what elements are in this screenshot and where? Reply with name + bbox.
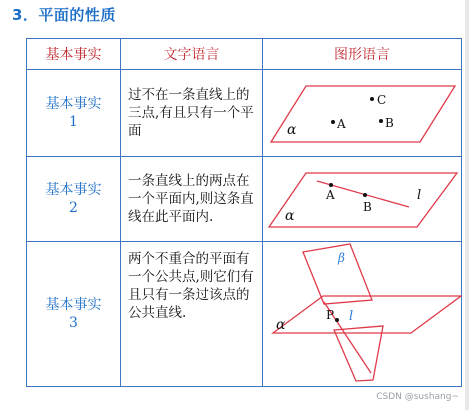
watermark: CSDN @sushang~ <box>376 392 459 402</box>
table-header-row <box>27 39 462 70</box>
point-p <box>335 318 339 322</box>
plane-beta-label: β <box>338 251 345 265</box>
point-b <box>363 193 367 197</box>
point-a-label: A <box>326 188 335 202</box>
statement-text: 过不在一条直线上的三点,有且只有一个平面 <box>121 70 263 157</box>
row-label-text: 基本事实 <box>45 96 102 112</box>
figure-cell <box>263 242 462 387</box>
row-label-text: 基本事实 <box>45 297 102 313</box>
plane-line-figure <box>263 157 462 241</box>
header-figure-language: 图形语言 <box>263 39 462 70</box>
point-c <box>370 97 374 101</box>
plane-properties-table <box>26 38 462 387</box>
point-p-label: P <box>326 308 335 322</box>
statement-text: 一条直线上的两点在一个平面内,则这条直线在此平面内. <box>121 157 263 242</box>
row-label <box>27 70 121 157</box>
figure-cell <box>263 157 462 242</box>
line-l-label: l <box>349 309 354 324</box>
plane-alpha-label: α <box>276 317 286 333</box>
table-row <box>27 70 462 157</box>
plane-alpha-label: α <box>285 208 295 224</box>
row-label-number: 3 <box>69 315 78 331</box>
point-c-label: C <box>377 93 387 107</box>
plane-alpha-label: α <box>287 122 297 138</box>
row-label-number: 1 <box>69 114 78 130</box>
statement-text: 两个不重合的平面有一个公共点,则它们有且只有一条过该点的公共直线. <box>121 242 263 387</box>
header-text-language: 文字语言 <box>121 39 263 70</box>
scrollbar-track[interactable] <box>465 0 469 410</box>
header-basic-fact: 基本事实 <box>27 39 121 70</box>
point-b-label: B <box>363 200 372 214</box>
plane-three-points-figure <box>263 70 462 156</box>
row-label-text: 基本事实 <box>45 182 102 198</box>
row-label <box>27 242 121 387</box>
point-a-label: A <box>337 117 346 131</box>
point-b <box>379 119 383 123</box>
table-row <box>27 242 462 387</box>
point-b-label: B <box>385 116 394 130</box>
plane-alpha-shape <box>271 86 455 142</box>
row-label <box>27 157 121 242</box>
line-l-label: l <box>417 188 422 203</box>
row-label-number: 2 <box>69 200 78 216</box>
two-planes-intersection-figure <box>263 242 462 386</box>
figure-cell <box>263 70 462 157</box>
section-title: 3．平面的性质 <box>12 6 116 24</box>
table-row <box>27 157 462 242</box>
point-a <box>331 120 335 124</box>
point-a <box>329 183 333 187</box>
